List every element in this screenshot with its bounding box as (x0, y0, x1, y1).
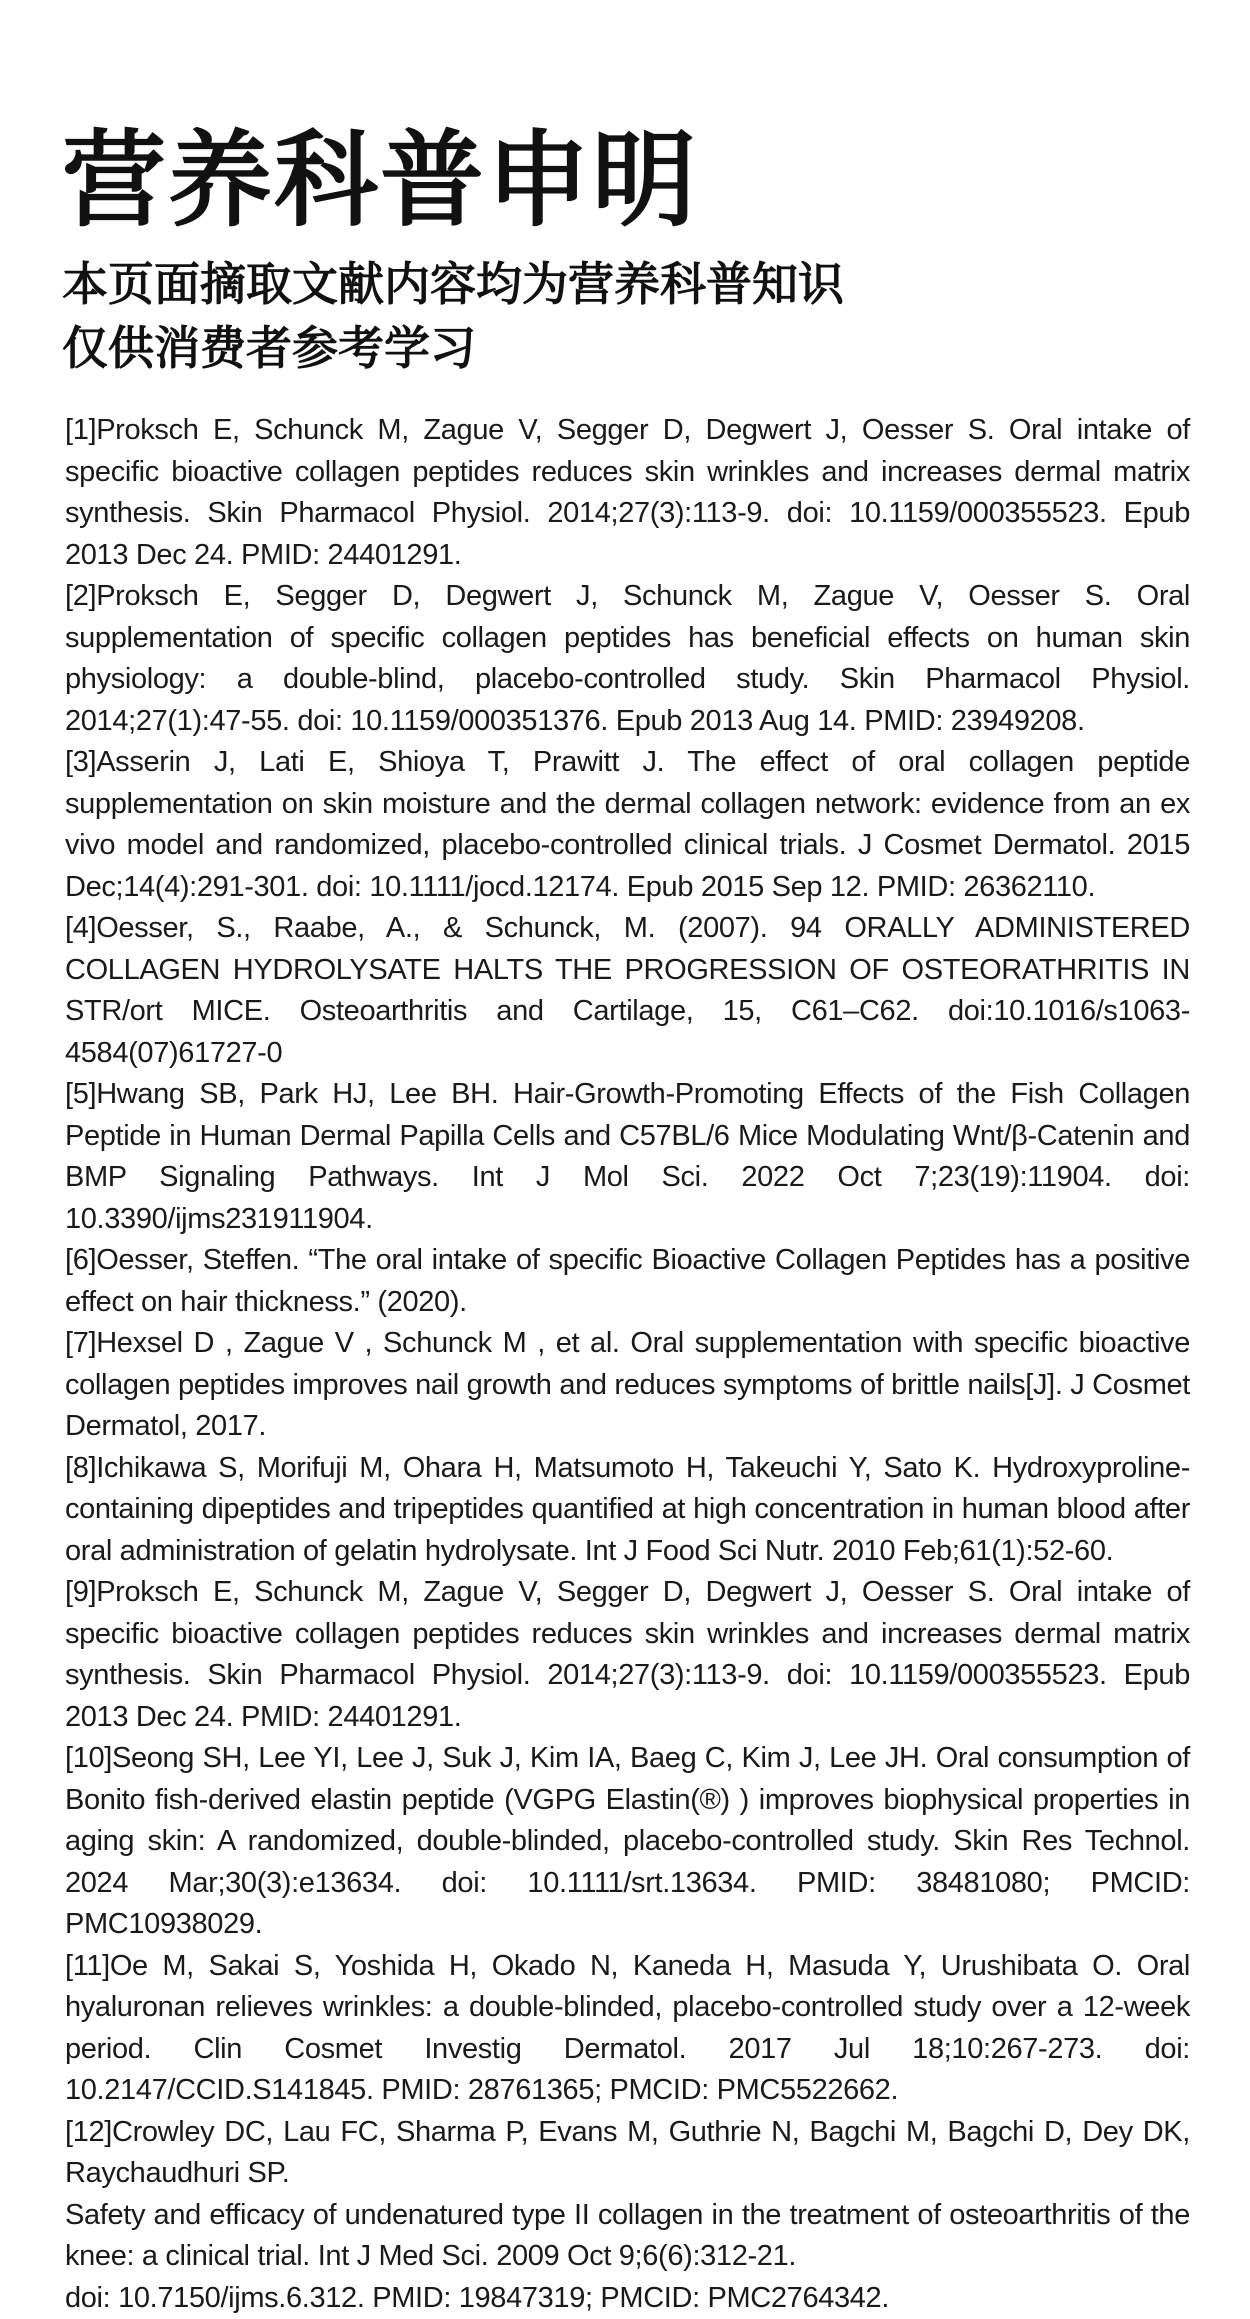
reference-item-12: [12]Crowley DC, Lau FC, Sharma P, Evans M, Guthrie N, Bagchi M, Bagchi D, Dey DK, Raychaudhuri SP. (65, 2112, 1190, 2195)
reference-continuation-1: Safety and efficacy of undenatured type II collagen in the treatment of osteoarthritis of the knee: a clinical trial. Int J Med Sci. 2009 Oct 9;6(6):312-21. (65, 2195, 1190, 2278)
reference-item-11: [11]Oe M, Sakai S, Yoshida H, Okado N, Kaneda H, Masuda Y, Urushibata O. Oral hyaluronan relieves wrinkles: a double-blinded, placebo-controlled study over a 12-week period. Clin Cosmet Investig Dermatol. 2017 Jul 18;10:267-273. doi: 10.2147/CCID.S141845. PMID: 28761365; PMCID: PMC5522662. (65, 1946, 1190, 2112)
subtitle-line-1: 本页面摘取文献内容均为营养科普知识 (62, 252, 1192, 316)
reference-item-7: [7]Hexsel D , Zague V , Schunck M , et al. Oral supplementation with specific bioactive collagen peptides improves nail growth and reduces symptoms of brittle nails[J]. J Cosmet Dermatol, 2017. (65, 1323, 1190, 1448)
reference-item-8: [8]Ichikawa S, Morifuji M, Ohara H, Matsumoto H, Takeuchi Y, Sato K. Hydroxyproline-containing dipeptides and tripeptides quantified at high concentration in human blood after oral administration of gelatin hydrolysate. Int J Food Sci Nutr. 2010 Feb;61(1):52-60. (65, 1448, 1190, 1573)
reference-item-9: [9]Proksch E, Schunck M, Zague V, Segger D, Degwert J, Oesser S. Oral intake of specific bioactive collagen peptides reduces skin wrinkles and increases dermal matrix synthesis. Skin Pharmacol Physiol. 2014;27(3):113-9. doi: 10.1159/000355523. Epub 2013 Dec 24. PMID: 24401291. (65, 1572, 1190, 1738)
reference-continuation-2: doi: 10.7150/ijms.6.312. PMID: 19847319; PMCID: PMC2764342. (65, 2278, 1190, 2319)
reference-item-2: [2]Proksch E, Segger D, Degwert J, Schunck M, Zague V, Oesser S. Oral supplementation of specific collagen peptides has beneficial effects on human skin physiology: a double-blind, placebo-controlled study. Skin Pharmacol Physiol. 2014;27(1):47-55. doi: 10.1159/000351376. Epub 2013 Aug 14. PMID: 23949208. (65, 576, 1190, 742)
reference-item-4: [4]Oesser, S., Raabe, A., & Schunck, M. (2007). 94 ORALLY ADMINISTERED COLLAGEN HYDROLYSATE HALTS THE PROGRESSION OF OSTEORATHRITIS IN STR/ort MICE. Osteoarthritis and Cartilage, 15, C61–C62. doi:10.1016/s1063-4584(07)61727-0 (65, 908, 1190, 1074)
reference-item-5: [5]Hwang SB, Park HJ, Lee BH. Hair-Growth-Promoting Effects of the Fish Collagen Peptide in Human Dermal Papilla Cells and C57BL/6 Mice Modulating Wnt/β-Catenin and BMP Signaling Pathways. Int J Mol Sci. 2022 Oct 7;23(19):11904. doi: 10.3390/ijms231911904. (65, 1074, 1190, 1240)
reference-item-6: [6]Oesser, Steffen. “The oral intake of specific Bioactive Collagen Peptides has a positive effect on hair thickness.” (2020). (65, 1240, 1190, 1323)
reference-item-3: [3]Asserin J, Lati E, Shioya T, Prawitt J. The effect of oral collagen peptide supplementation on skin moisture and the dermal collagen network: evidence from an ex vivo model and randomized, placebo-controlled clinical trials. J Cosmet Dermatol. 2015 Dec;14(4):291-301. doi: 10.1111/jocd.12174. Epub 2015 Sep 12. PMID: 26362110. (65, 742, 1190, 908)
reference-item-10: [10]Seong SH, Lee YI, Lee J, Suk J, Kim IA, Baeg C, Kim J, Lee JH. Oral consumption of Bonito fish-derived elastin peptide (VGPG Elastin(®) ) improves biophysical properties in aging skin: A randomized, double-blinded, placebo-controlled study. Skin Res Technol. 2024 Mar;30(3):e13634. doi: 10.1111/srt.13634. PMID: 38481080; PMCID: PMC10938029. (65, 1738, 1190, 1946)
page-subtitle (62, 252, 1192, 380)
subtitle-line-2: 仅供消费者参考学习 (62, 316, 1192, 380)
reference-item-1: [1]Proksch E, Schunck M, Zague V, Segger D, Degwert J, Oesser S. Oral intake of specific bioactive collagen peptides reduces skin wrinkles and increases dermal matrix synthesis. Skin Pharmacol Physiol. 2014;27(3):113-9. doi: 10.1159/000355523. Epub 2013 Dec 24. PMID: 24401291. (65, 410, 1190, 576)
page-title: 营养科普申明 (62, 118, 1192, 242)
reference-list (65, 410, 1190, 2319)
